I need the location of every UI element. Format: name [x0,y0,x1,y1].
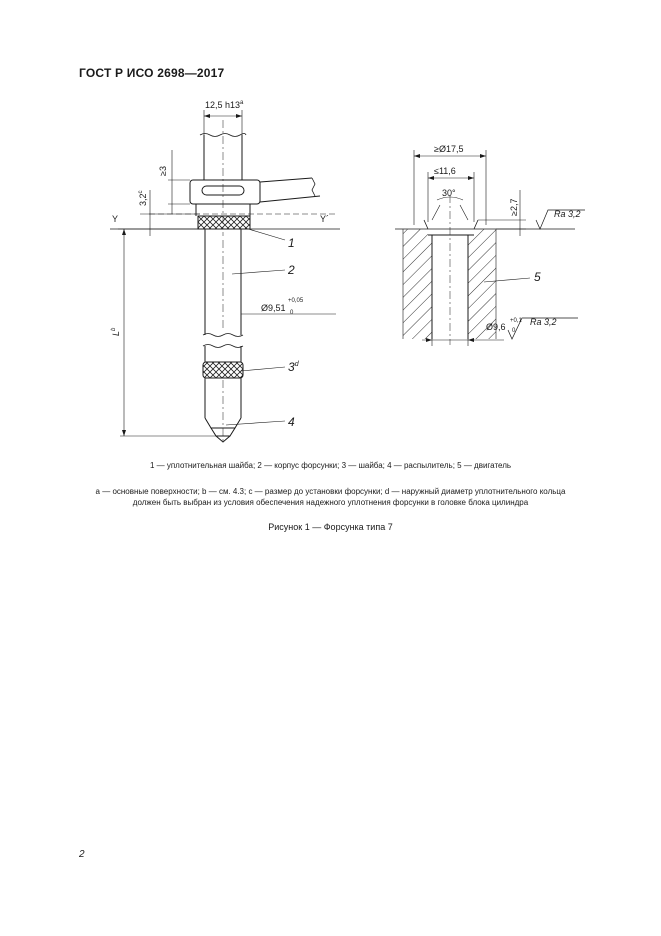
label-d96-tol-up: +0,1 [510,318,522,324]
label-ge27: ≥2,7 [509,198,519,216]
document-header: ГОСТ Р ИСО 2698—2017 [79,66,225,80]
figure-notes [60,486,601,508]
note-line-1: a — основные поверхности; b — см. 4.3; c — размер до установки форсунки; d — наружный диаметр уплотнительного кольца [95,487,566,496]
washer-3 [203,362,243,378]
callout-5: 5 [534,270,541,284]
label-d96: Ø9,6 [486,322,506,332]
label-ge3: ≥3 [158,166,168,176]
label-axis-y-right: Y´ [320,214,329,224]
label-d951-tol-up: +0,05 [288,298,304,304]
figure-legend: 1 — уплотнительная шайба; 2 — корпус форсунки; 3 — шайба; 4 — распылитель; 5 — двигатель [149,461,512,470]
figure-caption: Рисунок 1 — Форсунка типа 7 [268,522,393,532]
label-d116: ≤11,6 [434,166,456,176]
callout-3: 3$^d$ [288,360,299,374]
injector-drawing [0,0,661,460]
label-ra-bottom: Ra 3,2 [530,317,557,327]
callout-2: 2 [288,263,295,277]
label-axis-y-left: Y [112,214,119,224]
sealing-washer [198,216,250,229]
callout-4: 4 [288,415,295,429]
label-d951: Ø9,51 [261,303,286,313]
label-30deg: 30° [442,188,456,198]
label-ra-top: Ra 3,2 [554,209,581,219]
label-width-dimension: 12,5 h13$^a$ [205,100,244,110]
label-d175: ≥Ø17,5 [434,144,464,154]
page-number: 2 [79,849,85,860]
label-length-l: $L^b$ [111,327,121,336]
callout-1: 1 [288,236,295,250]
note-line-2: должен быть выбран из условия обеспечения надежного уплотнения форсунки в головке блока цилиндра [132,498,529,507]
label-d96-tol-low: 0 [512,328,516,334]
label-32: 3,2$^c$ [138,190,148,206]
label-d951-tol-low: 0 [290,310,294,316]
